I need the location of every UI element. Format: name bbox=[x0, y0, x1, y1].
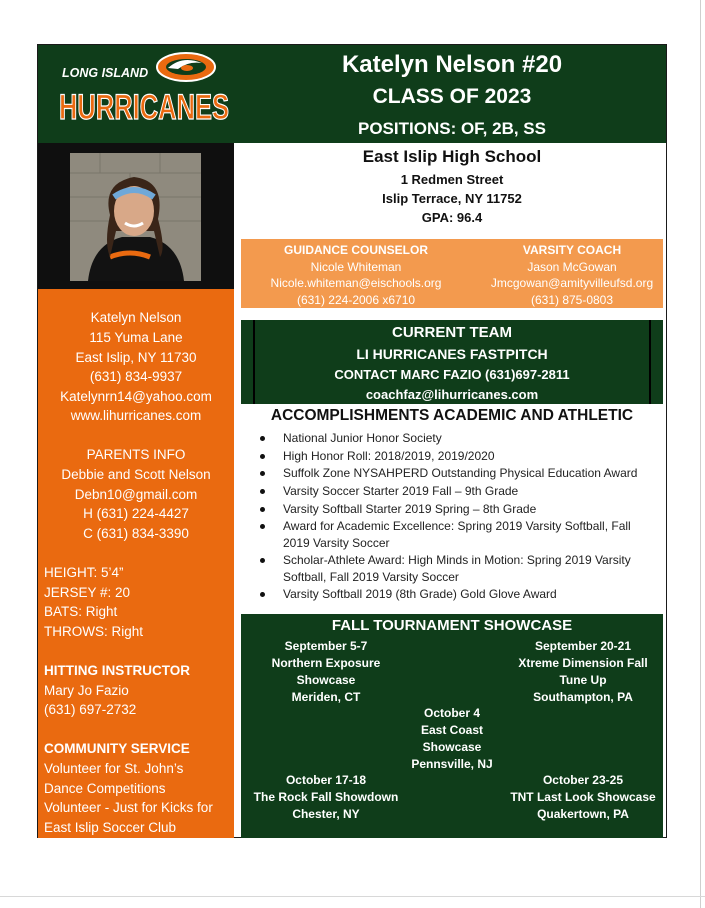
hitting-instructor-phone: (631) 697-2732 bbox=[44, 702, 137, 717]
svg-text:HURRICANES: HURRICANES bbox=[59, 88, 229, 127]
event-detail: TNT Last Look Showcase bbox=[510, 790, 656, 804]
showcase-event bbox=[241, 772, 411, 823]
page-edge bbox=[0, 896, 705, 897]
event-date: October 23-25 bbox=[542, 773, 624, 787]
community-service-heading: COMMUNITY SERVICE bbox=[44, 741, 190, 756]
event-detail: The Rock Fall Showdown bbox=[253, 790, 399, 804]
sidebar-personal-info bbox=[38, 289, 234, 838]
coach-email[interactable]: Jmcgowan@amityvilleufsd.org bbox=[490, 276, 654, 290]
school-name: East Islip High School bbox=[362, 147, 542, 166]
showcase-event bbox=[503, 638, 663, 706]
positions: POSITIONS: OF, 2B, SS bbox=[358, 119, 546, 138]
list-item bbox=[260, 552, 660, 585]
guidance-email[interactable]: Nicole.whiteman@eischools.org bbox=[270, 276, 442, 290]
guidance-name: Nicole Whiteman bbox=[310, 259, 402, 274]
guidance-phone: (631) 224-2006 x6710 bbox=[296, 292, 416, 307]
varsity-coach bbox=[481, 242, 663, 308]
player-phone: (631) 834-9937 bbox=[89, 369, 183, 384]
accomplishment-text: High Honor Roll: 2018/2019, 2019/2020 bbox=[283, 448, 495, 463]
event-location: Meriden, CT bbox=[291, 690, 361, 704]
event-detail: Showcase bbox=[422, 740, 482, 754]
page-edge bbox=[700, 0, 701, 908]
bullet-icon bbox=[260, 558, 265, 563]
accomplishment-text: Varsity Soccer Starter 2019 Fall – 9th Grade bbox=[283, 484, 519, 499]
school-city: Islip Terrace, NY 11752 bbox=[382, 191, 522, 206]
parents-cell-phone: C (631) 834-3390 bbox=[83, 526, 189, 541]
showcase-heading: FALL TOURNAMENT SHOWCASE bbox=[331, 617, 573, 634]
team-name: LI HURRICANES FASTPITCH bbox=[356, 346, 548, 362]
list-item bbox=[260, 586, 660, 602]
player-street: 115 Yuma Lane bbox=[89, 330, 183, 345]
parents-home-phone: H (631) 224-4427 bbox=[83, 506, 189, 521]
event-date: October 4 bbox=[423, 706, 480, 720]
event-detail: Northern Exposure bbox=[271, 656, 381, 670]
event-location: Southampton, PA bbox=[533, 690, 633, 704]
class-of: CLASS OF 2023 bbox=[372, 85, 532, 108]
accomplishment-text: Award for Academic Excellence: Spring 2019 Varsity Softball, Fall 2019 Varsity Soccer bbox=[283, 519, 631, 550]
photo-frame bbox=[38, 143, 234, 289]
hitting-instructor-name: Mary Jo Fazio bbox=[44, 683, 129, 698]
list-item bbox=[260, 430, 660, 446]
school-contacts bbox=[241, 239, 663, 308]
school-street: 1 Redmen Street bbox=[400, 172, 504, 187]
coach-label: VARSITY COACH bbox=[522, 243, 622, 257]
guidance-counselor bbox=[241, 242, 471, 308]
event-detail: Xtreme Dimension Fall bbox=[518, 656, 648, 670]
coach-name: Jason McGowan bbox=[527, 259, 617, 274]
bullet-icon bbox=[260, 507, 265, 512]
community-service-line: Volunteer - Just for Kicks for bbox=[44, 800, 213, 815]
throws: THROWS: Right bbox=[44, 624, 144, 639]
showcase-event bbox=[503, 772, 663, 823]
event-location: Quakertown, PA bbox=[537, 807, 629, 821]
current-team bbox=[241, 320, 663, 404]
gpa: GPA: 96.4 bbox=[421, 210, 483, 225]
bats: BATS: Right bbox=[44, 604, 118, 619]
bullet-icon bbox=[260, 436, 265, 441]
bullet-icon bbox=[260, 471, 265, 476]
community-service-line: Volunteer for St. John’s bbox=[44, 761, 184, 776]
list-item bbox=[260, 448, 660, 464]
bullet-icon bbox=[260, 489, 265, 494]
accomplishment-text: Varsity Softball Starter 2019 Spring – 8th Grade bbox=[283, 501, 537, 516]
guidance-label: GUIDANCE COUNSELOR bbox=[283, 243, 428, 257]
event-date: October 17-18 bbox=[285, 773, 367, 787]
list-item bbox=[260, 518, 660, 551]
accomplishment-text: Varsity Softball 2019 (8th Grade) Gold Glove Award bbox=[283, 587, 557, 602]
current-team-heading: CURRENT TEAM bbox=[392, 324, 512, 341]
bullet-icon bbox=[260, 454, 265, 459]
list-item bbox=[260, 465, 660, 481]
list-item bbox=[260, 483, 660, 499]
event-date: September 5-7 bbox=[284, 639, 368, 653]
accomplishment-text: Scholar-Athlete Award: High Minds in Motion: Spring 2019 Varsity Softball, Fall 2019 Varsity Soccer bbox=[283, 553, 631, 584]
accomplishments-list bbox=[260, 430, 660, 604]
coach-phone: (631) 875-0803 bbox=[530, 292, 614, 307]
showcase-event bbox=[407, 705, 497, 773]
event-detail: Showcase bbox=[296, 673, 356, 687]
player-photo bbox=[70, 153, 201, 281]
showcase-event bbox=[241, 638, 411, 706]
list-item bbox=[260, 501, 660, 517]
event-location: Chester, NY bbox=[292, 807, 360, 821]
team-email[interactable]: coachfaz@lihurricanes.com bbox=[365, 387, 539, 402]
player-name: Katelyn Nelson bbox=[90, 310, 182, 325]
player-city: East Islip, NY 11730 bbox=[75, 350, 197, 365]
parents-email[interactable]: Debn10@gmail.com bbox=[74, 487, 198, 502]
community-service-line: Dance Competitions bbox=[44, 781, 166, 796]
team-contact: CONTACT MARC FAZIO (631)697-2811 bbox=[334, 367, 570, 382]
team-website[interactable]: www.lihurricanes.com bbox=[70, 408, 202, 423]
event-location: Pennsville, NJ bbox=[411, 757, 493, 771]
school-info bbox=[238, 143, 666, 238]
event-detail: Tune Up bbox=[559, 673, 607, 687]
parents-names: Debbie and Scott Nelson bbox=[61, 467, 211, 482]
player-name-title: Katelyn Nelson #20 bbox=[341, 51, 563, 78]
parents-heading: PARENTS INFO bbox=[86, 447, 186, 462]
accomplishment-text: National Junior Honor Society bbox=[283, 431, 442, 445]
height: HEIGHT: 5’4” bbox=[44, 565, 124, 580]
event-date: September 20-21 bbox=[534, 639, 632, 653]
player-profile-sheet bbox=[37, 44, 667, 838]
hitting-instructor-heading: HITTING INSTRUCTOR bbox=[44, 663, 190, 678]
fall-tournament-showcase bbox=[241, 614, 663, 838]
event-detail: East Coast bbox=[420, 723, 484, 737]
player-email[interactable]: Katelynrn14@yahoo.com bbox=[60, 389, 212, 404]
bullet-icon bbox=[260, 592, 265, 597]
accomplishments-heading: ACCOMPLISHMENTS ACADEMIC AND ATHLETIC bbox=[270, 407, 634, 424]
svg-text:LONG ISLAND: LONG ISLAND bbox=[62, 66, 149, 80]
accomplishment-text: Suffolk Zone NYSAHPERD Outstanding Physical Education Award bbox=[283, 466, 638, 481]
community-service-line: East Islip Soccer Club bbox=[44, 820, 177, 835]
jersey-number: JERSEY #: 20 bbox=[44, 585, 131, 600]
bullet-icon bbox=[260, 524, 265, 529]
hurricanes-logo bbox=[56, 51, 234, 129]
header-banner bbox=[38, 45, 666, 143]
